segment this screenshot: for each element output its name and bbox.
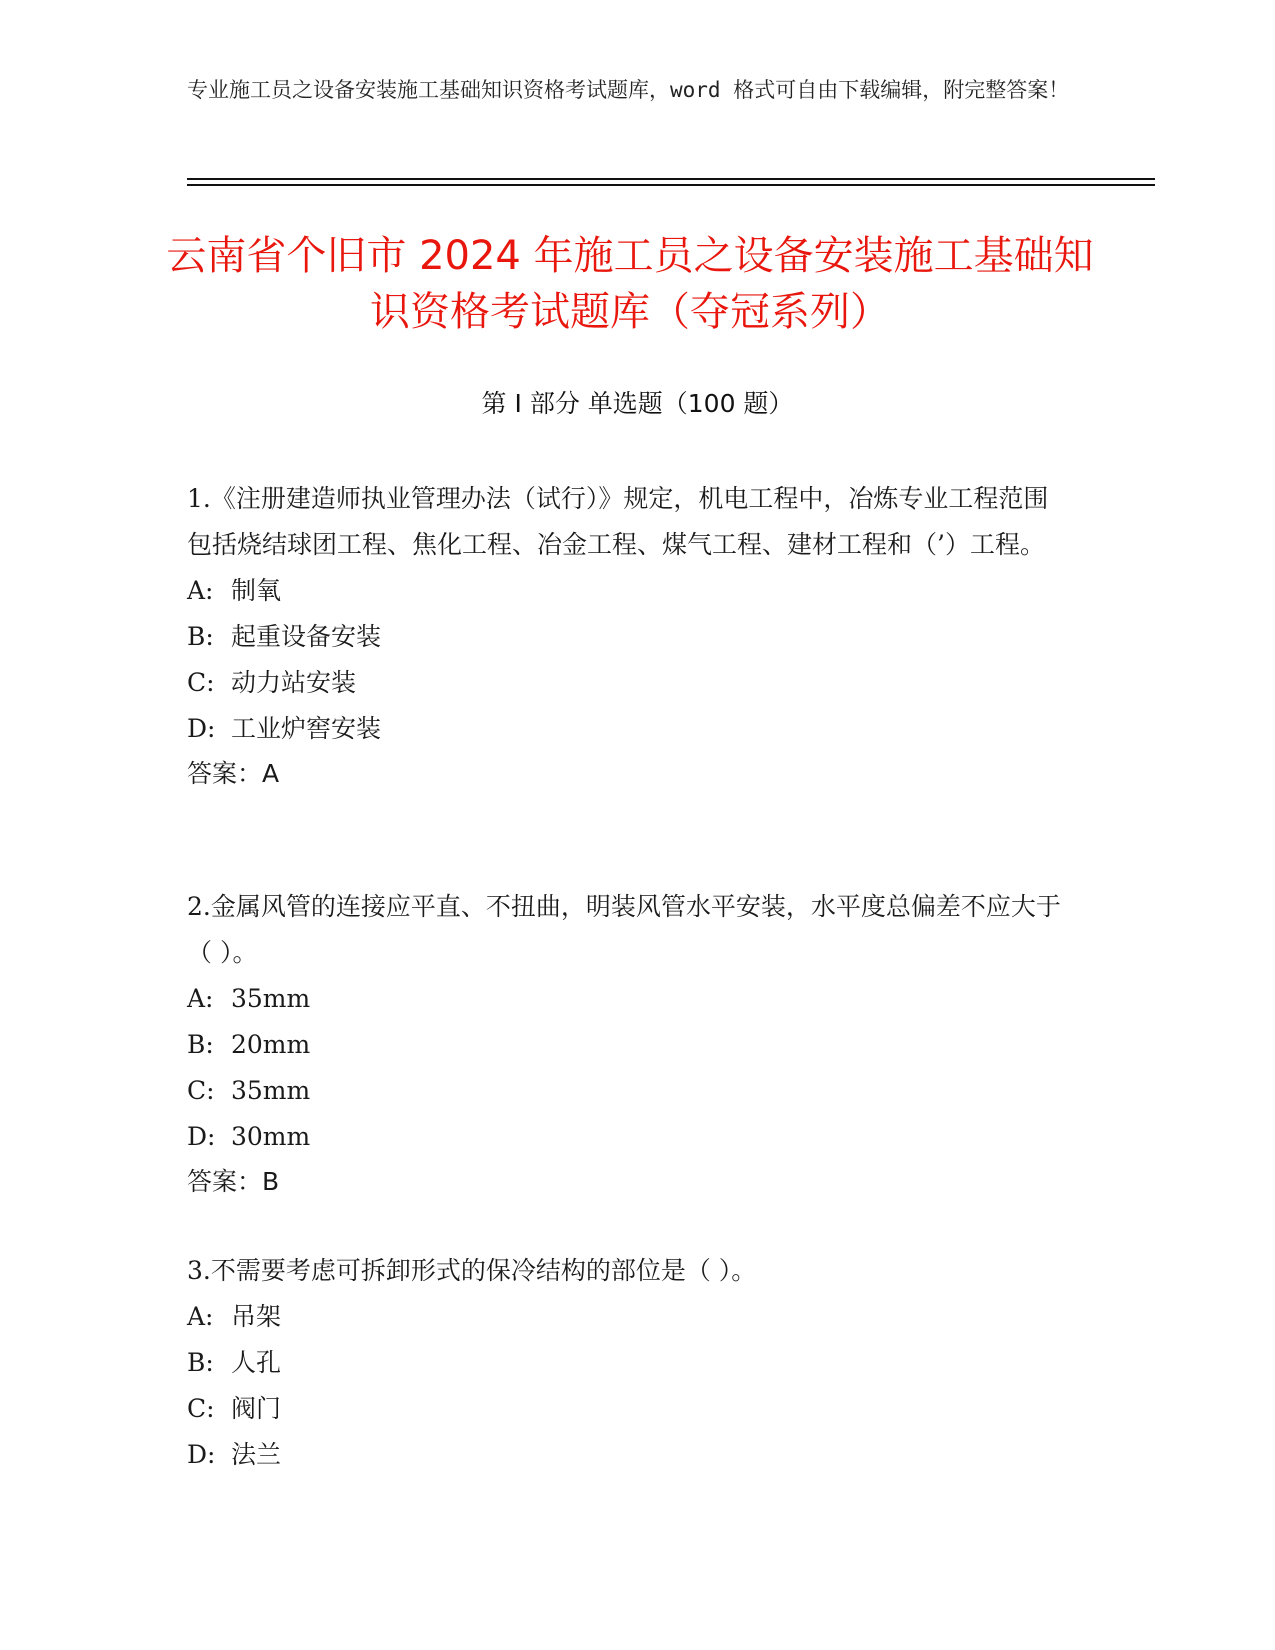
option-text: 30mm	[231, 1122, 311, 1151]
option-key: D:	[187, 1440, 216, 1469]
header-divider-bottom	[187, 184, 1155, 186]
question-1	[187, 476, 1067, 796]
question-3	[187, 1248, 1067, 1478]
option-text: 工业炉窖安装	[231, 714, 382, 743]
option-d	[187, 1114, 1067, 1160]
option-text: 吊架	[231, 1302, 282, 1331]
option-d	[187, 706, 1067, 752]
option-c	[187, 660, 1067, 706]
option-text: 制氧	[231, 576, 282, 605]
option-c	[187, 1068, 1067, 1114]
option-key: C:	[187, 668, 215, 697]
option-key: C:	[187, 1394, 215, 1423]
answer-line: 答案：A	[187, 759, 280, 788]
option-text: 35mm	[231, 1076, 311, 1105]
option-key: A:	[187, 576, 214, 605]
option-text: 20mm	[231, 1030, 311, 1059]
option-key: C:	[187, 1076, 215, 1105]
option-key: B:	[187, 622, 214, 651]
question-stem: 2.金属风管的连接应平直、不扭曲，明装风管水平安装，水平度总偏差不应大于（ ）。	[187, 892, 1061, 967]
header-note: 专业施工员之设备安装施工基础知识资格考试题库，word 格式可自由下载编辑，附完整答案！	[187, 78, 1070, 102]
option-b	[187, 1340, 1067, 1386]
option-b	[187, 1022, 1067, 1068]
option-text: 起重设备安装	[231, 622, 382, 651]
section-heading: 第 I 部分 单选题（100 题）	[481, 389, 794, 418]
question-stem: 3.不需要考虑可拆卸形式的保冷结构的部位是（ ）。	[187, 1256, 757, 1285]
option-key: A:	[187, 984, 214, 1013]
option-c	[187, 1386, 1067, 1432]
option-b	[187, 614, 1067, 660]
option-key: B:	[187, 1030, 214, 1059]
option-key: A:	[187, 1302, 214, 1331]
option-text: 35mm	[231, 984, 311, 1013]
option-d	[187, 1432, 1067, 1478]
option-key: D:	[187, 714, 216, 743]
option-text: 法兰	[231, 1440, 282, 1469]
option-a	[187, 568, 1067, 614]
option-text: 动力站安装	[231, 668, 357, 697]
option-a	[187, 1294, 1067, 1340]
document-title: 云南省个旧市 2024 年施工员之设备安装施工基础知识资格考试题库（夺冠系列）	[166, 233, 1094, 335]
option-key: B:	[187, 1348, 214, 1377]
option-text: 人孔	[231, 1348, 282, 1377]
question-stem: 1.《注册建造师执业管理办法（试行）》规定，机电工程中，冶炼专业工程范围包括烧结球团工程、焦化工程、冶金工程、煤气工程、建材工程和（’）工程。	[187, 484, 1049, 559]
option-text: 阀门	[231, 1394, 282, 1423]
answer-line: 答案：B	[187, 1167, 280, 1196]
option-key: D:	[187, 1122, 216, 1151]
option-a	[187, 976, 1067, 1022]
header-divider-top	[187, 178, 1155, 180]
question-2	[187, 884, 1067, 1204]
